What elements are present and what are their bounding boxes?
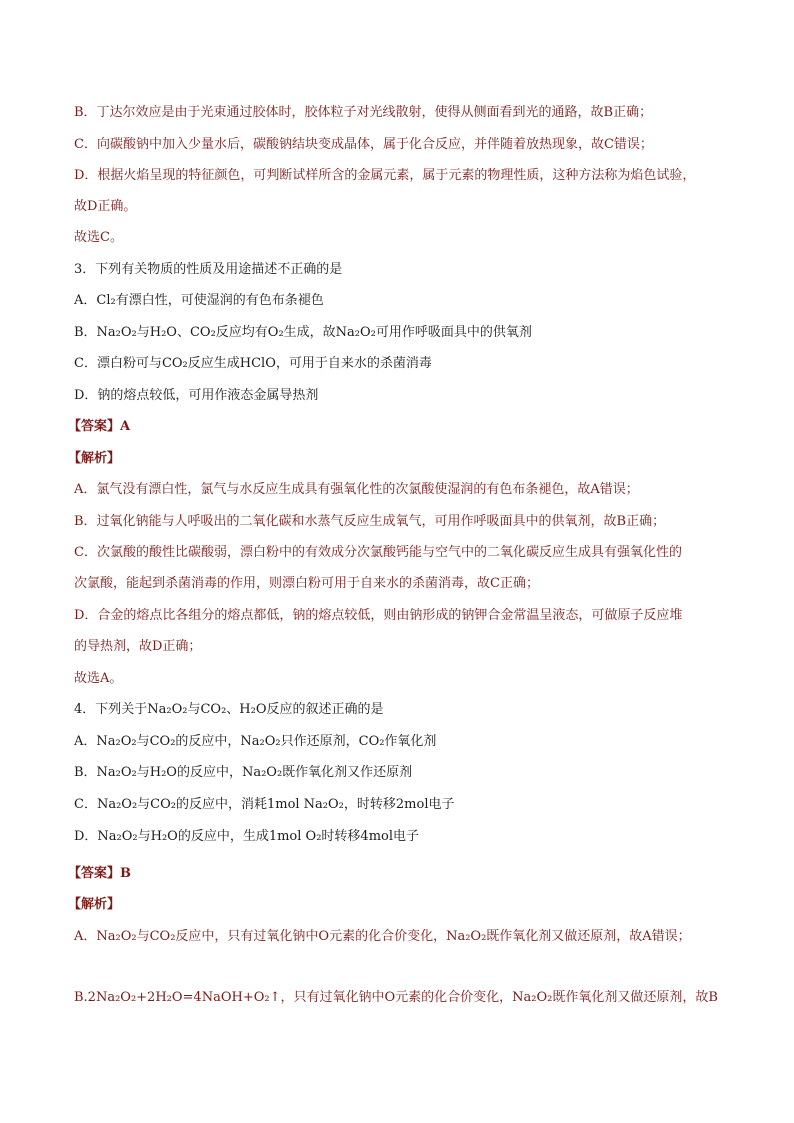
explanation-option-c: C．向碳酸钠中加入少量水后，碳酸钠结块变成晶体，属于化合反应，并伴随着放热现象，故C错误； xyxy=(74,137,653,152)
analysis-option-a: A．Na₂O₂与CO₂反应中，只有过氧化钠中O元素的化合价变化，Na₂O₂既作氧化剂又做还原剂，故A错误； xyxy=(74,929,691,944)
question-3-option-b: B．Na₂O₂与H₂O、CO₂反应均有O₂生成，故Na₂O₂可用作呼吸面具中的供氧剂 xyxy=(74,325,532,340)
final-choice: 故选C。 xyxy=(74,230,123,245)
explanation-option-b: B．丁达尔效应是由于光束通过胶体时，胶体粒子对光线散射，使得从侧面看到光的通路，故B正确； xyxy=(74,105,653,120)
analysis-option-c: C．次氯酸的酸性比碳酸弱，漂白粉中的有效成分次氯酸钙能与空气中的二氧化碳反应生成具有强氧化性的 xyxy=(74,545,682,560)
analysis-option-d-cont: 的导热剂，故D正确； xyxy=(74,639,202,654)
question-4-option-a: A．Na₂O₂与CO₂的反应中，Na₂O₂只作还原剂，CO₂作氧化剂 xyxy=(74,734,437,749)
question-4-analysis-heading: 【解析】 xyxy=(68,897,121,912)
analysis-option-a: A．氯气没有漂白性，氯气与水反应生成具有强氧化性的次氯酸使湿润的有色布条褪色，故A错误； xyxy=(74,482,639,497)
question-4-option-d: D．Na₂O₂与H₂O的反应中，生成1mol O₂时转移4mol电子 xyxy=(74,829,420,844)
explanation-option-d-cont: 故D正确。 xyxy=(74,199,137,214)
question-3-option-c: C．漂白粉可与CO₂反应生成HClO，可用于自来水的杀菌消毒 xyxy=(74,356,432,371)
question-3-option-d: D．钠的熔点较低，可用作液态金属导热剂 xyxy=(74,388,319,403)
analysis-option-b: B．过氧化钠能与人呼吸出的二氧化碳和水蒸气反应生成氧气，可用作呼吸面具中的供氧剂，故B正确； xyxy=(74,514,666,529)
question-3-answer: 【答案】A xyxy=(68,419,131,434)
question-3-analysis-heading: 【解析】 xyxy=(68,451,121,466)
analysis-option-c-cont: 次氯酸，能起到杀菌消毒的作用，则漂白粉可用于自来水的杀菌消毒，故C正确； xyxy=(74,576,539,591)
analysis-option-d: D．合金的熔点比各组分的熔点都低，钠的熔点较低，则由钠形成的钠钾合金常温呈液态，可做原子反应堆 xyxy=(74,608,683,623)
final-choice: 故选A。 xyxy=(74,671,123,686)
question-3-stem: 3．下列有关物质的性质及用途描述不正确的是 xyxy=(74,262,343,277)
analysis-option-b: B.2Na₂O₂+2H₂O=4NaOH+O₂↑，只有过氧化钠中O元素的化合价变化，Na₂O₂既作氧化剂又做还原剂，故B xyxy=(74,990,718,1005)
explanation-option-d: D．根据火焰呈现的特征颜色，可判断试样所含的金属元素，属于元素的物理性质，这种方法称为焰色试验， xyxy=(74,168,696,183)
question-4-stem: 4．下列关于Na₂O₂与CO₂、H₂O反应的叙述正确的是 xyxy=(74,702,384,717)
question-4-option-b: B．Na₂O₂与H₂O的反应中，Na₂O₂既作氧化剂又作还原剂 xyxy=(74,765,413,780)
question-3-option-a: A．Cl₂有漂白性，可使湿润的有色布条褪色 xyxy=(74,293,324,308)
question-4-answer: 【答案】B xyxy=(68,866,131,881)
question-4-option-c: C．Na₂O₂与CO₂的反应中，消耗1mol Na₂O₂，时转移2mol电子 xyxy=(74,797,455,812)
